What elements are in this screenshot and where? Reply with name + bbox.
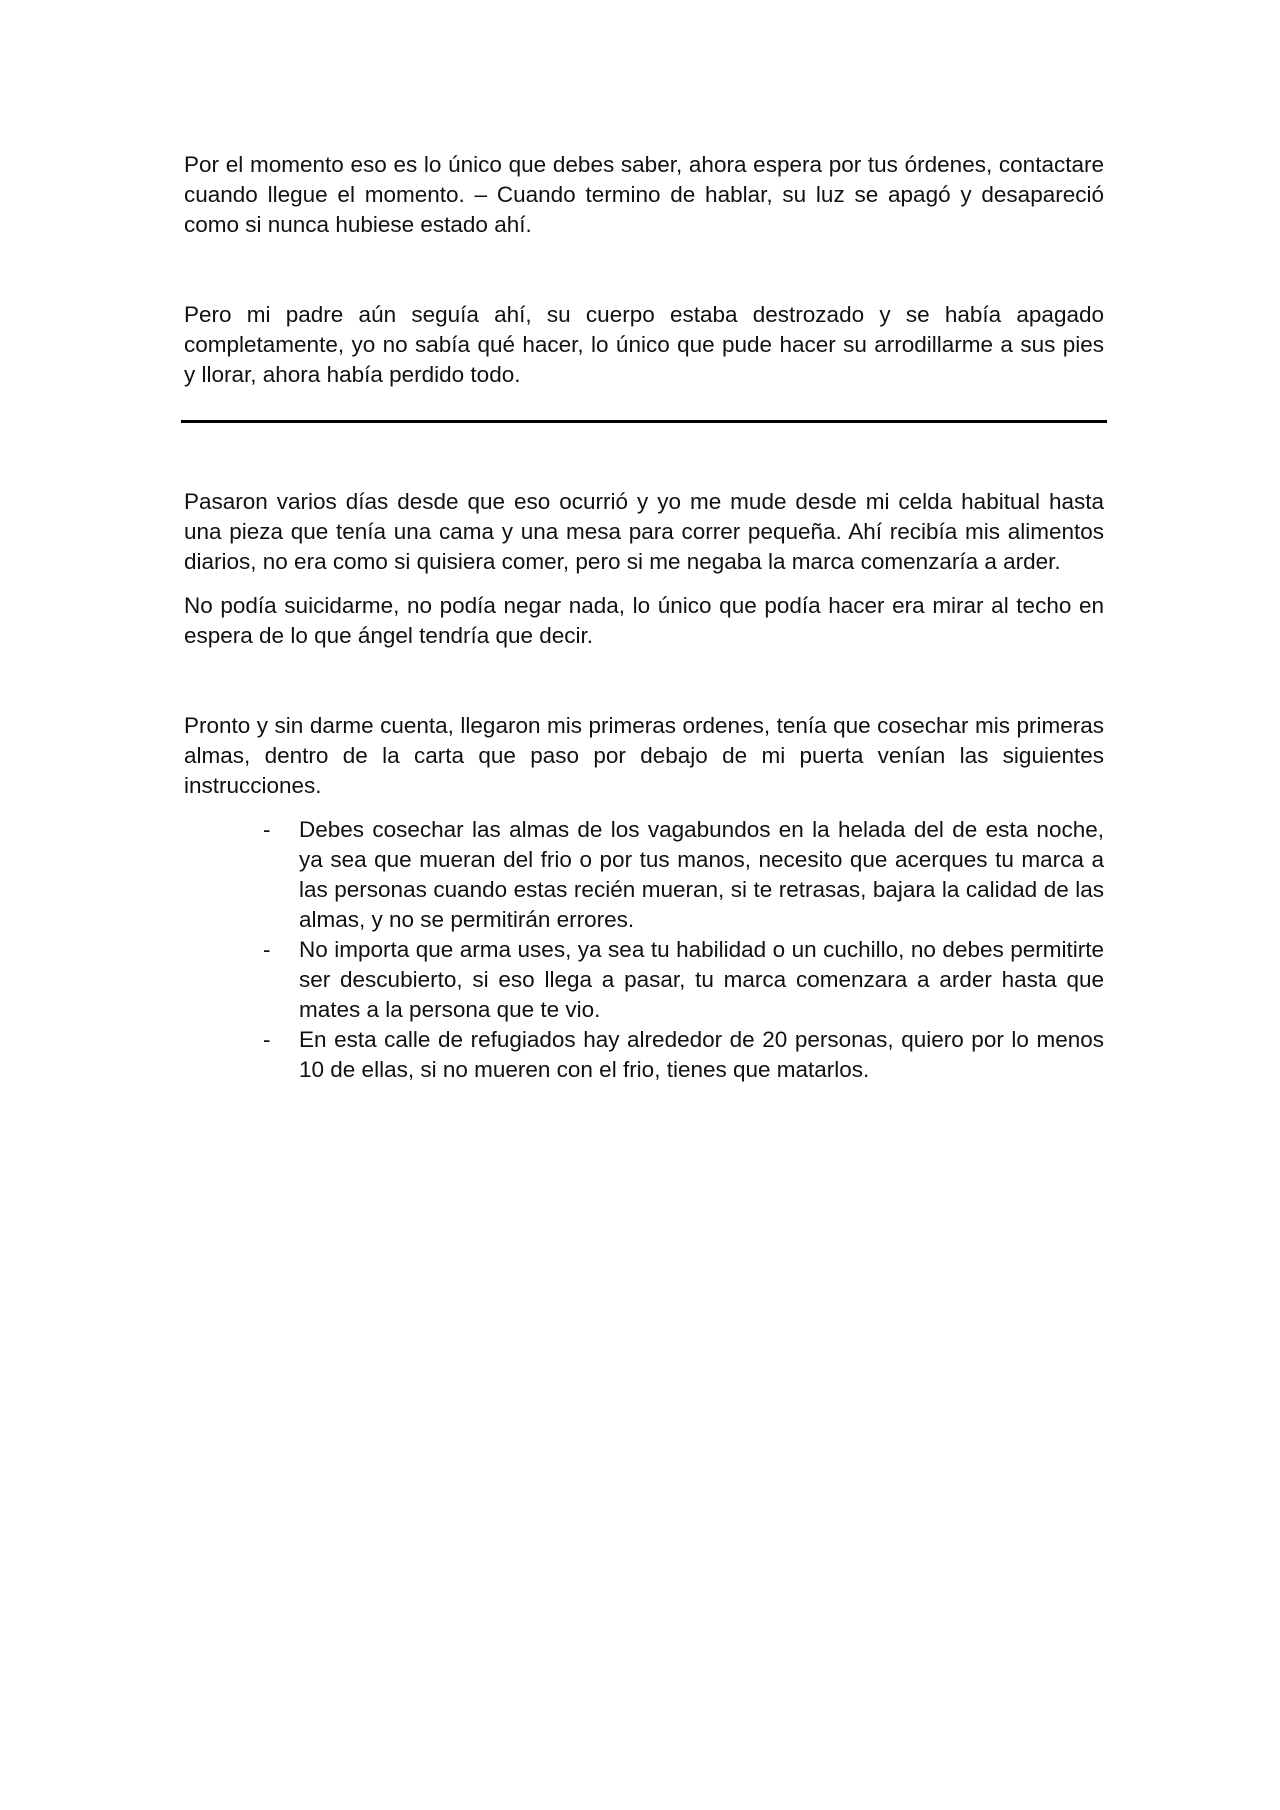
section-divider [181,420,1107,423]
instruction-text: No importa que arma uses, ya sea tu habilidad o un cuchillo, no debes permitirte ser descubierto, si eso llega a pasar, tu marca comenzara a arder hasta que mates a la persona que te vio. [299,937,1104,1022]
paragraph-2: Pero mi padre aún seguía ahí, su cuerpo estaba destrozado y se había apagado completamente, yo no sabía qué hacer, lo único que pude hacer su arrodillarme a sus pies y llorar, ahora había perdido todo. [184,302,1104,387]
instruction-text: En esta calle de refugiados hay alrededor de 20 personas, quiero por lo menos 10 de ellas, si no mueren con el frio, tienes que matarlos. [299,1027,1104,1082]
instructions-list [184,815,1104,1085]
paragraph-5: Pronto y sin darme cuenta, llegaron mis primeras ordenes, tenía que cosechar mis primeras almas, dentro de la carta que paso por debajo de mi puerta venían las siguientes instrucciones. [184,713,1104,798]
bullet-marker: - [263,937,271,962]
paragraph-1: Por el momento eso es lo único que debes saber, ahora espera por tus órdenes, contactare cuando llegue el momento. – Cuando termino de hablar, su luz se apagó y desapareció como si nunca hubiese estado ahí. [184,152,1104,237]
bullet-marker: - [263,1027,271,1052]
bullet-marker: - [263,817,271,842]
document-body [184,150,1104,1085]
list-item [184,815,1104,935]
instruction-text: Debes cosechar las almas de los vagabundos en la helada del de esta noche, ya sea que mueran del frio o por tus manos, necesito que acerques tu marca a las personas cuando estas recién mueran, si te retrasas, bajara la calidad de las almas, y no se permitirán errores. [299,817,1104,932]
paragraph-3: Pasaron varios días desde que eso ocurrió y yo me mude desde mi celda habitual hasta una pieza que tenía una cama y una mesa para correr pequeña. Ahí recibía mis alimentos diarios, no era como si quisiera comer, pero si me negaba la marca comenzaría a arder. [184,489,1104,574]
list-item [184,935,1104,1025]
list-item [184,1025,1104,1085]
paragraph-4: No podía suicidarme, no podía negar nada, lo único que podía hacer era mirar al techo en espera de lo que ángel tendría que decir. [184,593,1104,648]
